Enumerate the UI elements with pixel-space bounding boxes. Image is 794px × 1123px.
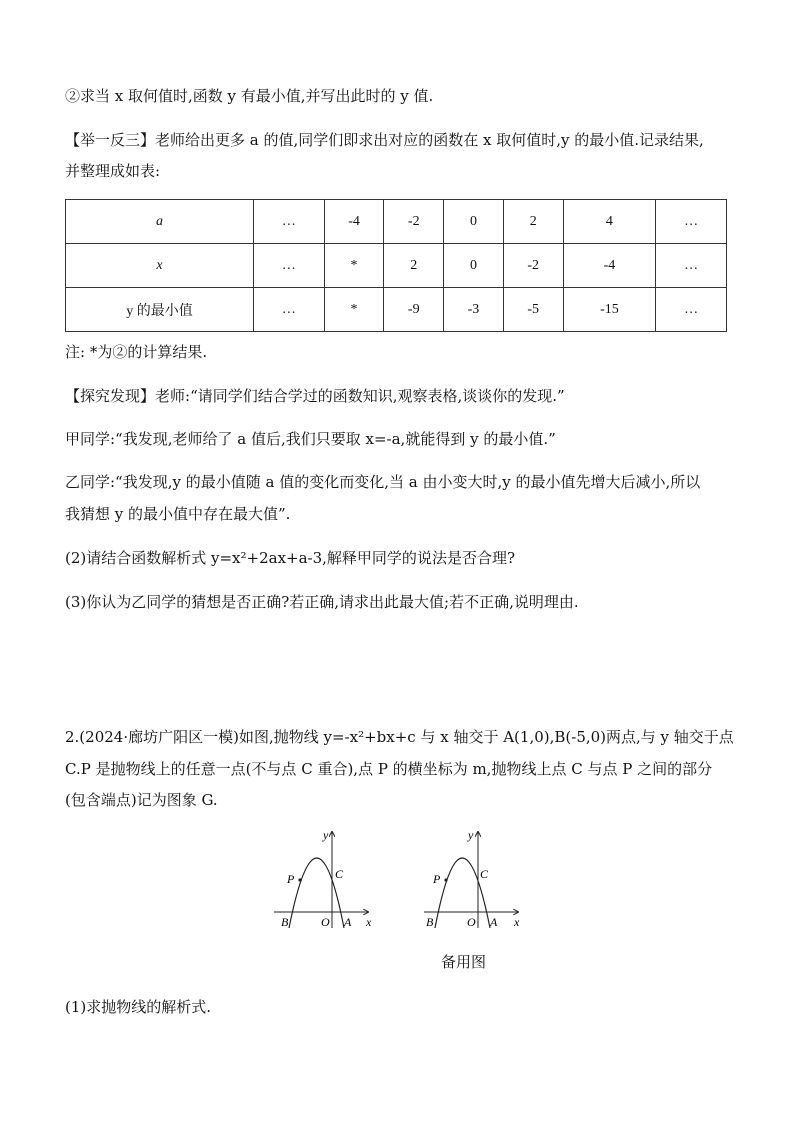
result-table	[65, 199, 727, 332]
table-cell: 4	[563, 200, 656, 244]
table-cell: …	[254, 288, 325, 332]
point-p	[444, 878, 447, 881]
label-a: A	[344, 915, 352, 929]
table-cell: *	[324, 244, 384, 288]
table-cell: -9	[384, 288, 444, 332]
label-c: C	[335, 867, 344, 881]
extend-text: 老师给出更多 a 的值,同学们即求出对应的函数在 x 取何值时,y 的最小值.记录结果,	[155, 131, 704, 149]
table-cell: …	[656, 288, 727, 332]
table-cell: -3	[444, 288, 504, 332]
table-row-header: a	[66, 200, 254, 244]
point-p	[298, 878, 301, 881]
table-cell: 2	[384, 244, 444, 288]
table-cell: …	[656, 244, 727, 288]
parabola-figure-backup	[422, 828, 532, 930]
explore-label: 【探究发现】	[65, 387, 156, 405]
label-b: B	[426, 915, 434, 929]
table-row-header: y 的最小值	[66, 288, 254, 332]
student-a: 甲同学:“我发现,老师给了 a 值后,我们只要取 x=-a,就能得到 y 的最小值.”	[65, 430, 556, 448]
extend-label: 【举一反三】	[65, 131, 156, 149]
table-cell: -2	[384, 200, 444, 244]
label-p: P	[287, 872, 295, 886]
extend-line1	[65, 130, 704, 150]
extend-line2: 并整理成如表:	[65, 162, 161, 180]
parabola-figure-main	[272, 828, 382, 930]
label-c: C	[480, 867, 489, 881]
label-b: B	[281, 915, 289, 929]
table-cell: *	[324, 288, 384, 332]
student-b-line2: 我猜想 y 的最小值中存在最大值”.	[65, 505, 291, 523]
label-y: y	[323, 828, 329, 842]
table-row	[66, 244, 727, 288]
table-cell: 0	[444, 244, 504, 288]
q2-line2: C.P 是抛物线上的任意一点(不与点 C 重合),点 P 的横坐标为 m,抛物线上点 C 与点 P 之间的部分	[65, 760, 713, 778]
q1-sub2: (2)请结合函数解析式 y=x²+2ax+a-3,解释甲同学的说法是否合理?	[65, 549, 515, 567]
label-x: x	[366, 915, 372, 929]
table-cell: -2	[503, 244, 563, 288]
figure-caption: 备用图	[441, 953, 487, 971]
label-a: A	[490, 915, 498, 929]
q2-line1: 2.(2024·廊坊广阳区一模)如图,抛物线 y=-x²+bx+c 与 x 轴交于 A(1,0),B(-5,0)两点,与 y 轴交于点	[65, 728, 734, 746]
label-y: y	[468, 828, 474, 842]
table-row	[66, 200, 727, 244]
table-cell: 0	[444, 200, 504, 244]
label-o: O	[321, 915, 330, 929]
table-cell: …	[254, 200, 325, 244]
explore-text: 老师:“请同学们结合学过的函数知识,观察表格,谈谈你的发现.”	[155, 387, 565, 405]
label-p: P	[433, 872, 441, 886]
table-cell: -4	[563, 244, 656, 288]
label-x: x	[514, 915, 520, 929]
q2-sub1: (1)求抛物线的解析式.	[65, 998, 212, 1016]
table-note: 注: *为②的计算结果.	[65, 343, 208, 361]
table-cell: 2	[503, 200, 563, 244]
explore-line	[65, 386, 565, 406]
table-row	[66, 288, 727, 332]
student-b-line1: 乙同学:“我发现,y 的最小值随 a 值的变化而变化,当 a 由小变大时,y 的最小值先增大后减小,所以	[65, 473, 701, 491]
q1-sub3: (3)你认为乙同学的猜想是否正确?若正确,请求出此最大值;若不正确,说明理由.	[65, 593, 579, 611]
table-cell: …	[656, 200, 727, 244]
table-row-header: x	[66, 244, 254, 288]
label-o: O	[467, 915, 476, 929]
q2-line3: (包含端点)记为图象 G.	[65, 791, 218, 809]
table-cell: -4	[324, 200, 384, 244]
q1-part2: ②求当 x 取何值时,函数 y 有最小值,并写出此时的 y 值.	[65, 87, 434, 105]
table-cell: -15	[563, 288, 656, 332]
table-cell: -5	[503, 288, 563, 332]
table-cell: …	[254, 244, 325, 288]
